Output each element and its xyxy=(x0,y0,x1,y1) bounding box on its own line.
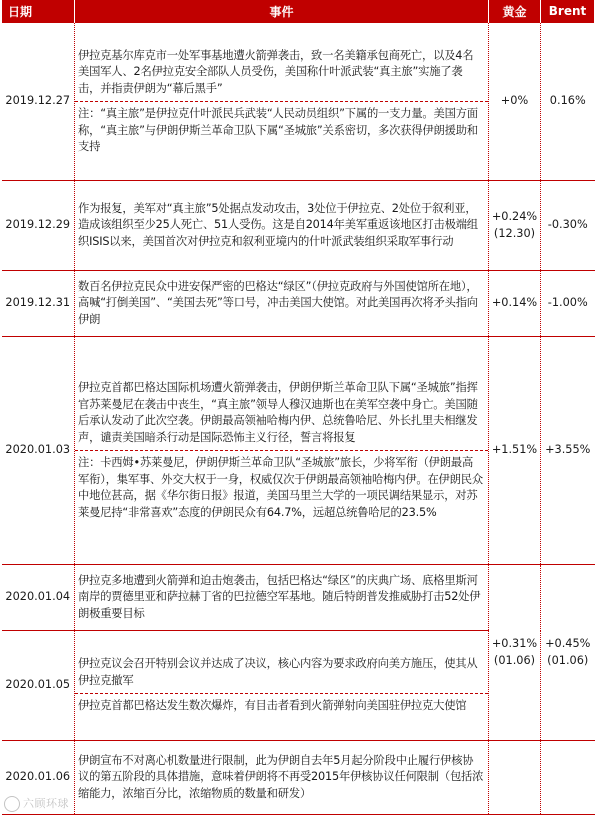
watermark-text: 六顾环球 xyxy=(23,797,69,810)
row-event xyxy=(75,181,489,271)
header-event: 事件 xyxy=(75,0,489,23)
row-date: 2020.01.05 xyxy=(2,631,75,741)
event-text: 伊拉克议会召开特别会议并达成了决议，核心内容为要求政府向美方施压，使其从伊拉克撤军 xyxy=(78,657,478,687)
row-date: 2020.01.06 xyxy=(2,741,75,815)
watermark xyxy=(4,795,69,812)
brent-change: -1.00% xyxy=(541,271,595,337)
header-gold: 黄金 xyxy=(489,0,541,23)
event-note: 伊拉克首都巴格达发生数次爆炸，有目击者看到火箭弹射向美国驻伊拉克大使馆 xyxy=(78,699,467,713)
table-row xyxy=(2,23,595,181)
row-date: 2020.01.04 xyxy=(2,565,75,631)
event-text: 作为报复，美军对“真主旅”5处据点发动攻击，3处位于伊拉克、2处位于叙利亚，造成该组织至少25人死亡、51人受伤。这是自2014年美军重返该地区打击极端组织ISIS以来，美国首次对伊拉克和叙利亚境内的什叶派武装组织采取军事行动 xyxy=(78,201,478,248)
gold-date-note: (12.30) xyxy=(493,226,536,240)
table-header-row xyxy=(2,0,595,23)
row-date: 2019.12.27 xyxy=(2,23,75,181)
gold-change: +0.14% xyxy=(489,271,541,337)
watermark-logo-icon xyxy=(4,796,20,812)
gold-change: +0% xyxy=(489,23,541,181)
event-text: 伊拉克多地遭到火箭弹和迫击炮袭击，包括巴格达“绿区”的庆典广场、底格里斯河南岸的贾德里亚和萨拉赫丁省的巴拉德空军基地。随后特朗普发推威胁打击52处伊朗极重要目标 xyxy=(78,573,481,620)
brent-change: +3.55% xyxy=(541,337,595,565)
gold-change xyxy=(489,181,541,271)
row-event xyxy=(75,741,489,815)
brent-change: 0.16% xyxy=(541,23,595,181)
event-text: 伊拉克基尔库克市一处军事基地遭火箭弹袭击，致一名美籍承包商死亡，以及4名美国军人、2名伊拉克安全部队人员受伤，美国称什叶派武装“真主旅”实施了袭击，并指责伊朗为“幕后黑手” xyxy=(78,48,474,95)
table-row xyxy=(2,565,595,631)
row-date: 2019.12.31 xyxy=(2,271,75,337)
table-row xyxy=(2,337,595,565)
row-event xyxy=(75,23,489,181)
row-date: 2020.01.03 xyxy=(2,337,75,565)
event-divider xyxy=(75,101,488,102)
brent-date-note: (01.06) xyxy=(547,653,589,667)
header-brent: Brent xyxy=(541,0,595,23)
table-row xyxy=(2,741,595,815)
event-text: 伊拉克首都巴格达国际机场遭火箭弹袭击，伊朗伊斯兰革命卫队下属“圣城旅”指挥官苏莱曼尼在袭击中丧生，“真主旅”领导人穆汉迪斯也在美军空袭中身亡。美国随后承认发动了此次空袭。伊朗最高领袖哈梅内伊、总统鲁哈尼、外长扎里夫相继发声，谴责美国暗杀行动是国际恐怖主义行径，誓言将报复 xyxy=(78,381,478,444)
gold-value: +0.24% xyxy=(491,210,538,223)
row-event xyxy=(75,271,489,337)
brent-change xyxy=(541,741,595,815)
event-divider xyxy=(75,450,488,451)
brent-change: -0.30% xyxy=(541,181,595,271)
row-date: 2019.12.29 xyxy=(2,181,75,271)
gold-date-note: (01.06) xyxy=(493,653,536,667)
brent-value: +0.45% xyxy=(545,637,591,650)
row-event xyxy=(75,337,489,565)
event-note: 注：“真主旅”是伊拉克什叶派民兵武装“人民动员组织”下属的一支力量。美国方面称，“真主旅”与伊朗伊斯兰革命卫队下属“圣城旅”关系密切，多次获得伊朗援助和支持 xyxy=(78,107,478,153)
event-text: 伊朗宣布不对离心机数量进行限制，此为伊朗自去年5月起分阶段中止履行伊核协议的第五阶段的具体措施，意味着伊朗将不再受2015年伊核协议任何限制（包括浓缩能力，浓缩百分比，浓缩物质的数量和研发） xyxy=(78,753,484,800)
gold-value: +0.31% xyxy=(491,637,538,650)
gold-change xyxy=(489,565,541,741)
event-table xyxy=(1,0,595,815)
gold-change xyxy=(489,741,541,815)
event-divider xyxy=(75,693,488,694)
row-event xyxy=(75,631,489,741)
row-event xyxy=(75,565,489,631)
header-date: 日期 xyxy=(2,0,75,23)
brent-change xyxy=(541,565,595,741)
event-text: 数百名伊拉克民众中进安保严密的巴格达“绿区”（伊拉克政府与外国使馆所在地），高喊“打倒美国”、“美国去死”等口号，冲击美国大使馆。对此美国再次将矛头指向伊朗 xyxy=(78,279,478,326)
gold-change: +1.51% xyxy=(489,337,541,565)
table-row xyxy=(2,181,595,271)
table-row xyxy=(2,271,595,337)
event-note: 注：卡西姆•苏莱曼尼，伊朗伊斯兰革命卫队“圣城旅”旅长，少将军衔（伊朗最高军衔），集军事、外交大权于一身，权威仅次于伊朗最高领袖哈梅内伊。在伊朗民众中地位甚高，据《华尔街日报》报道，美国马里兰大学的一项民调结果显示，对苏莱曼尼持“非常喜欢”态度的伊朗民众有64.7%，远超总统鲁哈尼的23.5% xyxy=(78,456,483,519)
